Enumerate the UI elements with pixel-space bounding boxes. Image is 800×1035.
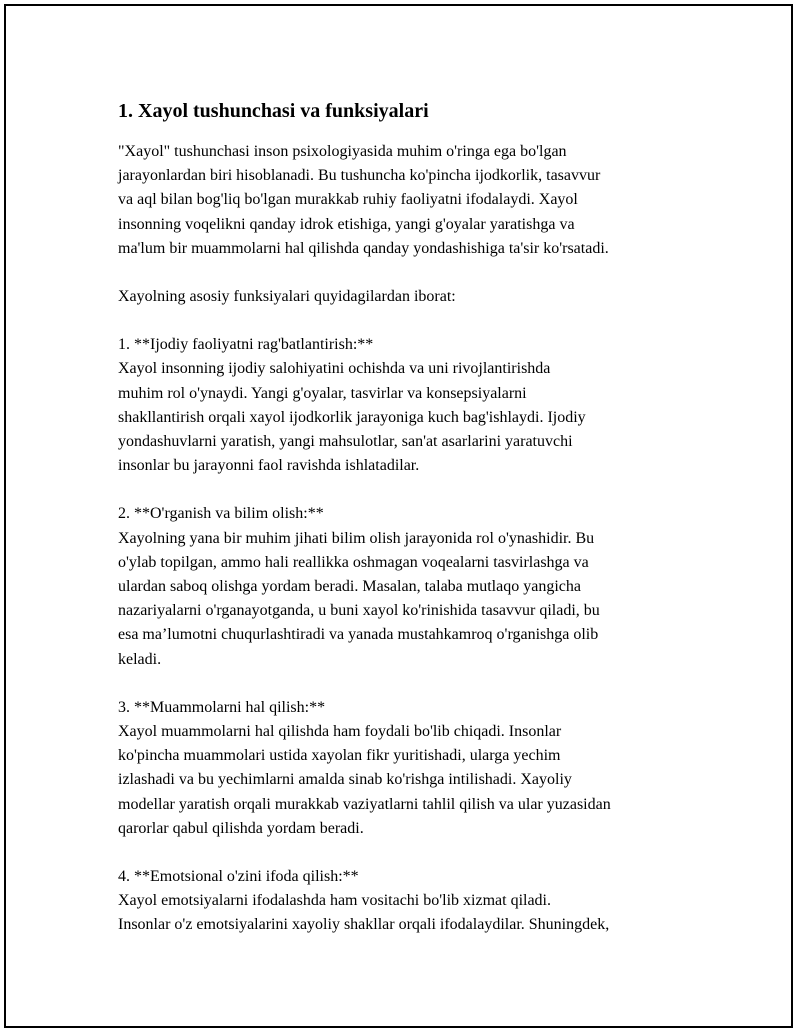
function-body-1: Xayol insonning ijodiy salohiyatini ochishda va uni rivojlantirishda muhim rol o'ynaydi. Yangi g'oyalar, tasvirlar va konsepsiyalarni shakllantirish orqali xayol ijodkorlik jarayoniga kuch bag'ishlaydi. Ijodiy yondashuvlarni yaratish, yangi mahsulotlar, san'at asarlarini yaratuvchi insonlar bu jarayonni faol ravishda ishlatadilar. [118, 360, 586, 475]
function-heading-3: 3. **Muammolarni hal qilish:** [118, 698, 326, 716]
function-item-1 [118, 333, 698, 478]
intro-paragraph: "Xayol" tushunchasi inson psixologiyasida muhim o'ringa ega bo'lgan jarayonlardan biri hisoblanadi. Bu tushuncha ko'pincha ijodkorlik, tasavvur va aql bilan bog'liq bo'lgan murakkab ruhiy faoliyatni ifodalaydi. Xayol insonning voqelikni qanday idrok etishiga, yangi g'oyalar yaratishga va ma'lum bir muammolarni hal qilishda qanday yondashishiga ta'sir ko'rsatadi. [118, 143, 609, 257]
section-title: 1. Xayol tushunchasi va funksiyalari [118, 100, 429, 122]
function-item-4 [118, 865, 698, 938]
function-body-4: Xayol emotsiyalarni ifodalashda ham vositachi bo'lib xizmat qiladi. Insonlar o'z emotsiyalarini xayoliy shakllar orqali ifodalaydilar. Shuningdek, [118, 892, 610, 934]
function-heading-2: 2. **O'rganish va bilim olish:** [118, 505, 324, 523]
function-item-3 [118, 696, 698, 841]
lead-paragraph: Xayolning asosiy funksiyalari quyidagilardan iborat: [118, 288, 456, 306]
document-content [118, 98, 698, 962]
function-heading-1: 1. **Ijodiy faoliyatni rag'batlantirish:** [118, 336, 374, 354]
function-item-2 [118, 502, 698, 671]
function-heading-4: 4. **Emotsional o'zini ifoda qilish:** [118, 868, 359, 886]
document-page [4, 4, 793, 1028]
function-body-3: Xayol muammolarni hal qilishda ham foydali bo'lib chiqadi. Insonlar ko'pincha muammolari ustida xayolan fikr yuritishadi, ularga yechim izlashadi va bu yechimlarni amalda sinab ko'rishga intilishadi. Xayoliy modellar yaratish orqali murakkab vaziyatlarni tahlil qilish va ular yuzasidan qarorlar qabul qilishda yordam beradi. [118, 723, 611, 837]
function-body-2: Xayolning yana bir muhim jihati bilim olish jarayonida rol o'ynashidir. Bu o'ylab topilgan, ammo hali reallikka oshmagan voqealarni tasvirlashga va ulardan saboq olishga yordam beradi. Masalan, talaba mutlaqo yangicha nazariyalarni o'rganayotganda, u buni xayol ko'rinishida tasavvur qiladi, bu esa ma’lumotni chuqurlashtiradi va yanada mustahkamroq o'rganishga olib keladi. [118, 529, 600, 668]
